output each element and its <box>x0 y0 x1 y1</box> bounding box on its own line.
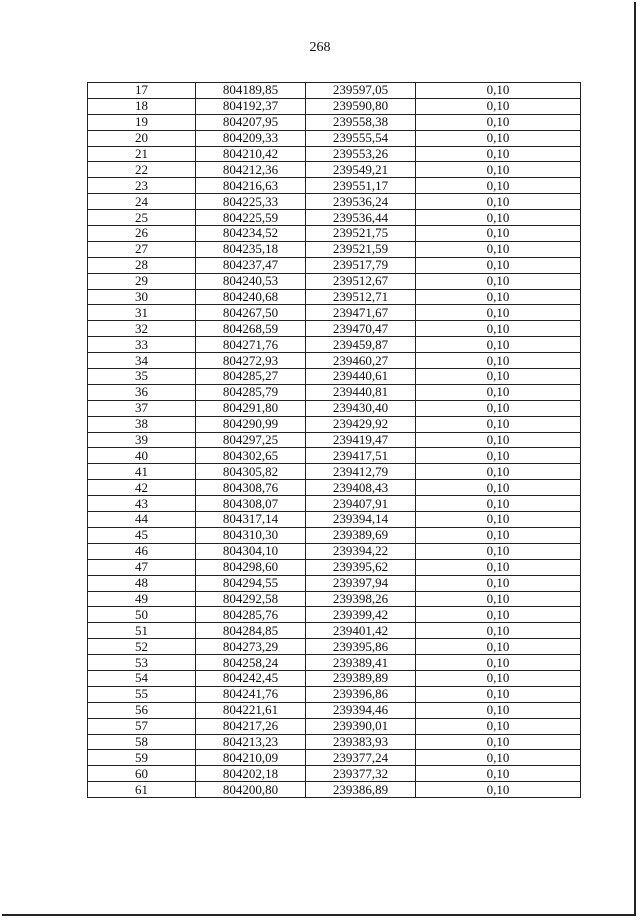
point-number-cell: 44 <box>88 512 196 528</box>
point-number-cell: 20 <box>88 130 196 146</box>
y-coordinate-cell: 239517,79 <box>306 257 416 273</box>
y-coordinate-cell: 239407,91 <box>306 496 416 512</box>
x-coordinate-cell: 804242,45 <box>196 670 306 686</box>
x-coordinate-cell: 804241,76 <box>196 686 306 702</box>
y-coordinate-cell: 239397,94 <box>306 575 416 591</box>
tolerance-cell: 0,10 <box>416 527 581 543</box>
y-coordinate-cell: 239536,24 <box>306 194 416 210</box>
y-coordinate-cell: 239401,42 <box>306 623 416 639</box>
tolerance-cell: 0,10 <box>416 210 581 226</box>
y-coordinate-cell: 239470,47 <box>306 321 416 337</box>
tolerance-cell: 0,10 <box>416 305 581 321</box>
point-number-cell: 54 <box>88 670 196 686</box>
table-row <box>88 639 581 655</box>
point-number-cell: 32 <box>88 321 196 337</box>
y-coordinate-cell: 239471,67 <box>306 305 416 321</box>
x-coordinate-cell: 804217,26 <box>196 718 306 734</box>
y-coordinate-cell: 239459,87 <box>306 337 416 353</box>
table-row <box>88 543 581 559</box>
x-coordinate-cell: 804202,18 <box>196 766 306 782</box>
x-coordinate-cell: 804209,33 <box>196 130 306 146</box>
tolerance-cell: 0,10 <box>416 432 581 448</box>
point-number-cell: 38 <box>88 416 196 432</box>
tolerance-cell: 0,10 <box>416 178 581 194</box>
table-row <box>88 337 581 353</box>
point-number-cell: 34 <box>88 353 196 369</box>
y-coordinate-cell: 239395,86 <box>306 639 416 655</box>
table-row <box>88 670 581 686</box>
point-number-cell: 21 <box>88 146 196 162</box>
point-number-cell: 18 <box>88 98 196 114</box>
x-coordinate-cell: 804297,25 <box>196 432 306 448</box>
table-row <box>88 432 581 448</box>
x-coordinate-cell: 804225,33 <box>196 194 306 210</box>
tolerance-cell: 0,10 <box>416 289 581 305</box>
point-number-cell: 48 <box>88 575 196 591</box>
point-number-cell: 52 <box>88 639 196 655</box>
y-coordinate-cell: 239389,89 <box>306 670 416 686</box>
page-number: 268 <box>309 40 331 55</box>
tolerance-cell: 0,10 <box>416 623 581 639</box>
point-number-cell: 50 <box>88 607 196 623</box>
x-coordinate-cell: 804258,24 <box>196 655 306 671</box>
point-number-cell: 30 <box>88 289 196 305</box>
point-number-cell: 59 <box>88 750 196 766</box>
point-number-cell: 25 <box>88 210 196 226</box>
y-coordinate-cell: 239383,93 <box>306 734 416 750</box>
table-row <box>88 210 581 226</box>
x-coordinate-cell: 804285,27 <box>196 369 306 385</box>
y-coordinate-cell: 239377,24 <box>306 750 416 766</box>
table-row <box>88 686 581 702</box>
y-coordinate-cell: 239377,32 <box>306 766 416 782</box>
y-coordinate-cell: 239549,21 <box>306 162 416 178</box>
table-row <box>88 353 581 369</box>
x-coordinate-cell: 804290,99 <box>196 416 306 432</box>
table-row <box>88 718 581 734</box>
point-number-cell: 28 <box>88 257 196 273</box>
x-coordinate-cell: 804271,76 <box>196 337 306 353</box>
table-row <box>88 655 581 671</box>
x-coordinate-cell: 804240,68 <box>196 289 306 305</box>
tolerance-cell: 0,10 <box>416 559 581 575</box>
tolerance-cell: 0,10 <box>416 782 581 798</box>
x-coordinate-cell: 804294,55 <box>196 575 306 591</box>
point-number-cell: 42 <box>88 480 196 496</box>
y-coordinate-cell: 239440,61 <box>306 369 416 385</box>
tolerance-cell: 0,10 <box>416 607 581 623</box>
point-number-cell: 22 <box>88 162 196 178</box>
point-number-cell: 51 <box>88 623 196 639</box>
table-row <box>88 226 581 242</box>
tolerance-cell: 0,10 <box>416 591 581 607</box>
x-coordinate-cell: 804291,80 <box>196 400 306 416</box>
table-row <box>88 607 581 623</box>
tolerance-cell: 0,10 <box>416 369 581 385</box>
table-row <box>88 623 581 639</box>
x-coordinate-cell: 804308,07 <box>196 496 306 512</box>
tolerance-cell: 0,10 <box>416 702 581 718</box>
y-coordinate-cell: 239590,80 <box>306 98 416 114</box>
point-number-cell: 33 <box>88 337 196 353</box>
y-coordinate-cell: 239551,17 <box>306 178 416 194</box>
table-row <box>88 321 581 337</box>
tolerance-cell: 0,10 <box>416 257 581 273</box>
y-coordinate-cell: 239386,89 <box>306 782 416 798</box>
point-number-cell: 53 <box>88 655 196 671</box>
point-number-cell: 36 <box>88 384 196 400</box>
tolerance-cell: 0,10 <box>416 543 581 559</box>
table-row <box>88 750 581 766</box>
tolerance-cell: 0,10 <box>416 670 581 686</box>
tolerance-cell: 0,10 <box>416 686 581 702</box>
tolerance-cell: 0,10 <box>416 146 581 162</box>
x-coordinate-cell: 804212,36 <box>196 162 306 178</box>
x-coordinate-cell: 804192,37 <box>196 98 306 114</box>
table-row <box>88 496 581 512</box>
table-row <box>88 782 581 798</box>
point-number-cell: 19 <box>88 114 196 130</box>
x-coordinate-cell: 804235,18 <box>196 241 306 257</box>
y-coordinate-cell: 239412,79 <box>306 464 416 480</box>
tolerance-cell: 0,10 <box>416 83 581 99</box>
table-row <box>88 734 581 750</box>
tolerance-cell: 0,10 <box>416 766 581 782</box>
x-coordinate-cell: 804304,10 <box>196 543 306 559</box>
table-row <box>88 257 581 273</box>
tolerance-cell: 0,10 <box>416 480 581 496</box>
point-number-cell: 57 <box>88 718 196 734</box>
x-coordinate-cell: 804272,93 <box>196 353 306 369</box>
y-coordinate-cell: 239419,47 <box>306 432 416 448</box>
table-row <box>88 702 581 718</box>
table-row <box>88 575 581 591</box>
point-number-cell: 29 <box>88 273 196 289</box>
table-row <box>88 273 581 289</box>
y-coordinate-cell: 239394,46 <box>306 702 416 718</box>
point-number-cell: 49 <box>88 591 196 607</box>
x-coordinate-cell: 804221,61 <box>196 702 306 718</box>
x-coordinate-cell: 804285,79 <box>196 384 306 400</box>
x-coordinate-cell: 804298,60 <box>196 559 306 575</box>
y-coordinate-cell: 239396,86 <box>306 686 416 702</box>
y-coordinate-cell: 239460,27 <box>306 353 416 369</box>
x-coordinate-cell: 804213,23 <box>196 734 306 750</box>
tolerance-cell: 0,10 <box>416 734 581 750</box>
x-coordinate-cell: 804225,59 <box>196 210 306 226</box>
tolerance-cell: 0,10 <box>416 98 581 114</box>
table-row <box>88 178 581 194</box>
tolerance-cell: 0,10 <box>416 448 581 464</box>
tolerance-cell: 0,10 <box>416 575 581 591</box>
table-row <box>88 83 581 99</box>
table-row <box>88 98 581 114</box>
table-row <box>88 384 581 400</box>
table-row <box>88 480 581 496</box>
y-coordinate-cell: 239536,44 <box>306 210 416 226</box>
table-row <box>88 527 581 543</box>
point-number-cell: 40 <box>88 448 196 464</box>
tolerance-cell: 0,10 <box>416 353 581 369</box>
x-coordinate-cell: 804240,53 <box>196 273 306 289</box>
y-coordinate-cell: 239521,59 <box>306 241 416 257</box>
point-number-cell: 41 <box>88 464 196 480</box>
tolerance-cell: 0,10 <box>416 130 581 146</box>
y-coordinate-cell: 239555,54 <box>306 130 416 146</box>
x-coordinate-cell: 804210,09 <box>196 750 306 766</box>
point-number-cell: 27 <box>88 241 196 257</box>
y-coordinate-cell: 239394,22 <box>306 543 416 559</box>
tolerance-cell: 0,10 <box>416 416 581 432</box>
x-coordinate-cell: 804273,29 <box>196 639 306 655</box>
x-coordinate-cell: 804237,47 <box>196 257 306 273</box>
point-number-cell: 45 <box>88 527 196 543</box>
tolerance-cell: 0,10 <box>416 273 581 289</box>
table-row <box>88 369 581 385</box>
table-row <box>88 289 581 305</box>
x-coordinate-cell: 804285,76 <box>196 607 306 623</box>
coordinates-table <box>87 82 581 798</box>
point-number-cell: 55 <box>88 686 196 702</box>
y-coordinate-cell: 239512,67 <box>306 273 416 289</box>
tolerance-cell: 0,10 <box>416 496 581 512</box>
point-number-cell: 17 <box>88 83 196 99</box>
table-row <box>88 305 581 321</box>
tolerance-cell: 0,10 <box>416 194 581 210</box>
y-coordinate-cell: 239430,40 <box>306 400 416 416</box>
x-coordinate-cell: 804284,85 <box>196 623 306 639</box>
table-row <box>88 512 581 528</box>
y-coordinate-cell: 239440,81 <box>306 384 416 400</box>
point-number-cell: 43 <box>88 496 196 512</box>
x-coordinate-cell: 804310,30 <box>196 527 306 543</box>
tolerance-cell: 0,10 <box>416 162 581 178</box>
table-row <box>88 448 581 464</box>
y-coordinate-cell: 239394,14 <box>306 512 416 528</box>
y-coordinate-cell: 239512,71 <box>306 289 416 305</box>
point-number-cell: 23 <box>88 178 196 194</box>
table-row <box>88 400 581 416</box>
y-coordinate-cell: 239389,41 <box>306 655 416 671</box>
table-row <box>88 559 581 575</box>
y-coordinate-cell: 239417,51 <box>306 448 416 464</box>
y-coordinate-cell: 239553,26 <box>306 146 416 162</box>
x-coordinate-cell: 804302,65 <box>196 448 306 464</box>
y-coordinate-cell: 239389,69 <box>306 527 416 543</box>
y-coordinate-cell: 239398,26 <box>306 591 416 607</box>
tolerance-cell: 0,10 <box>416 337 581 353</box>
x-coordinate-cell: 804308,76 <box>196 480 306 496</box>
y-coordinate-cell: 239521,75 <box>306 226 416 242</box>
x-coordinate-cell: 804292,58 <box>196 591 306 607</box>
point-number-cell: 46 <box>88 543 196 559</box>
y-coordinate-cell: 239390,01 <box>306 718 416 734</box>
point-number-cell: 31 <box>88 305 196 321</box>
point-number-cell: 35 <box>88 369 196 385</box>
x-coordinate-cell: 804189,85 <box>196 83 306 99</box>
tolerance-cell: 0,10 <box>416 321 581 337</box>
tolerance-cell: 0,10 <box>416 655 581 671</box>
point-number-cell: 39 <box>88 432 196 448</box>
point-number-cell: 60 <box>88 766 196 782</box>
x-coordinate-cell: 804200,80 <box>196 782 306 798</box>
x-coordinate-cell: 804268,59 <box>196 321 306 337</box>
table-row <box>88 241 581 257</box>
tolerance-cell: 0,10 <box>416 114 581 130</box>
table-row <box>88 591 581 607</box>
tolerance-cell: 0,10 <box>416 226 581 242</box>
point-number-cell: 61 <box>88 782 196 798</box>
table-row <box>88 130 581 146</box>
coordinates-table-body <box>88 83 581 798</box>
table-row <box>88 194 581 210</box>
table-row <box>88 464 581 480</box>
tolerance-cell: 0,10 <box>416 384 581 400</box>
x-coordinate-cell: 804317,14 <box>196 512 306 528</box>
table-row <box>88 114 581 130</box>
tolerance-cell: 0,10 <box>416 512 581 528</box>
tolerance-cell: 0,10 <box>416 639 581 655</box>
x-coordinate-cell: 804305,82 <box>196 464 306 480</box>
tolerance-cell: 0,10 <box>416 400 581 416</box>
tolerance-cell: 0,10 <box>416 718 581 734</box>
x-coordinate-cell: 804216,63 <box>196 178 306 194</box>
point-number-cell: 24 <box>88 194 196 210</box>
x-coordinate-cell: 804234,52 <box>196 226 306 242</box>
x-coordinate-cell: 804207,95 <box>196 114 306 130</box>
y-coordinate-cell: 239395,62 <box>306 559 416 575</box>
point-number-cell: 56 <box>88 702 196 718</box>
point-number-cell: 26 <box>88 226 196 242</box>
tolerance-cell: 0,10 <box>416 241 581 257</box>
y-coordinate-cell: 239429,92 <box>306 416 416 432</box>
point-number-cell: 47 <box>88 559 196 575</box>
table-row <box>88 766 581 782</box>
point-number-cell: 37 <box>88 400 196 416</box>
y-coordinate-cell: 239399,42 <box>306 607 416 623</box>
table-row <box>88 146 581 162</box>
x-coordinate-cell: 804267,50 <box>196 305 306 321</box>
tolerance-cell: 0,10 <box>416 750 581 766</box>
y-coordinate-cell: 239558,38 <box>306 114 416 130</box>
point-number-cell: 58 <box>88 734 196 750</box>
x-coordinate-cell: 804210,42 <box>196 146 306 162</box>
table-row <box>88 416 581 432</box>
y-coordinate-cell: 239597,05 <box>306 83 416 99</box>
y-coordinate-cell: 239408,43 <box>306 480 416 496</box>
tolerance-cell: 0,10 <box>416 464 581 480</box>
table-row <box>88 162 581 178</box>
